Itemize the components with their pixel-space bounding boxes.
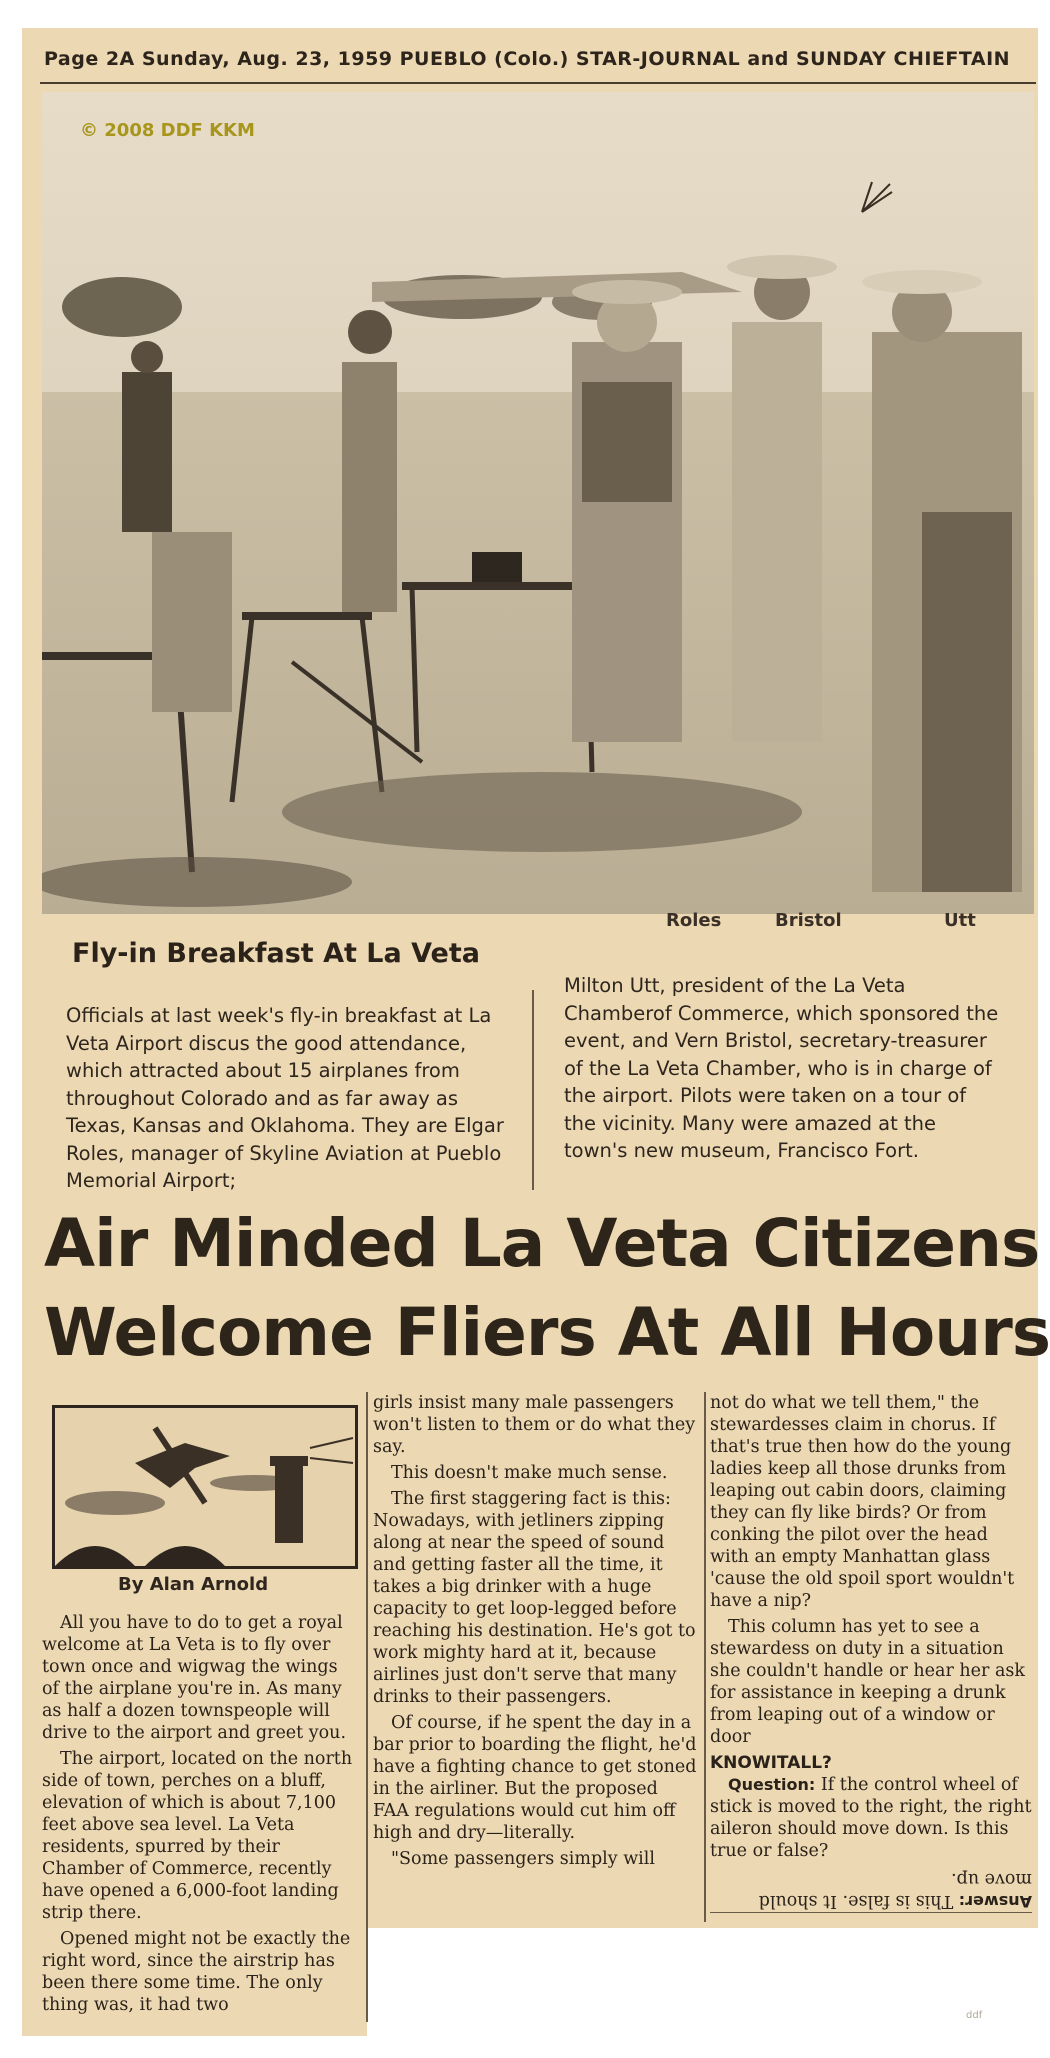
answer-label: Answer: [958, 1892, 1032, 1911]
column-divider-2 [704, 1392, 706, 1922]
col1-paragraph: All you have to do to get a royal welcome at La Veta is to fly over town once and wigwag the wings of the airplane you're in. As many as half a dozen townspeople will drive to the airport and greet you. [42, 1613, 347, 1743]
caption-headline: Fly-in Breakfast At La Veta [72, 938, 480, 969]
question-label: Question: [728, 1775, 816, 1794]
byline: By Alan Arnold [118, 1574, 269, 1595]
col2-paragraph: The first staggering fact is this: Nowadays, with jetliners zipping along at near the speed of sound and getting faster all the time, it takes a big drinker with a huge capacity to get loop-legged before reaching his destination. He's got to work mighty hard at it, because airlines just don't serve that many drinks to their passengers. [373, 1489, 696, 1707]
answer-text: This is false. It should move up. [758, 1869, 1032, 1911]
corner-mark: ddf [966, 2010, 983, 2021]
page-header: Page 2A Sunday, Aug. 23, 1959 PUEBLO (Colo.) STAR-JOURNAL and SUNDAY CHIEFTAIN [44, 48, 1011, 70]
col2-paragraph: This doesn't make much sense. [391, 1463, 668, 1483]
article-column-3 [710, 1392, 1032, 1913]
article-column-2 [373, 1392, 697, 1874]
photo-name-utt: Utt [944, 910, 976, 931]
caption-divider [532, 990, 534, 1190]
airplane-lighthouse-icon [55, 1408, 355, 1566]
header-rule [40, 82, 1036, 84]
photo-name-bristol: Bristol [775, 910, 842, 931]
photo-illustration [42, 92, 1034, 914]
news-photo [42, 92, 1034, 914]
knowitall-title: KNOWITALL? [710, 1753, 832, 1773]
col3-paragraph: not do what we tell them," the stewardesses claim in chorus. If that's true then how do the young ladies keep all those drunks from leaping out cabin doors, claiming they can fly like birds? Or from conking the pilot over the head with an empty Manhattan glass 'cause the old spoil sport wouldn't have a nip? [710, 1393, 1015, 1611]
col1-paragraph: The airport, located on the north side of town, perches on a bluff, elevation of which is about 7,100 feet above sea level. La Veta residents, spurred by their Chamber of Commerce, recently have opened a 6,000-foot landing strip there. [42, 1749, 353, 1923]
caption-left-text: Officials at last week's fly-in breakfast at La Veta Airport discus the good attendance, which attracted about 15 airplanes from throughout Colorado and as far away as Texas, Kansas and Oklahoma. They are Elgar Roles, manager of Skyline Aviation at Pueblo Memorial Airport; [66, 1004, 504, 1192]
photo-name-roles: Roles [666, 910, 722, 931]
col1-paragraph: Opened might not be exactly the right word, since the airstrip has been there some time. The only thing was, it had two [42, 1929, 351, 2015]
article-column-1 [42, 1612, 360, 2020]
question-text: If the control wheel of stick is moved to the right, the right aileron should move down. Is this true or false? [710, 1775, 1032, 1861]
watermark-text: © 2008 DDF KKM [80, 120, 255, 141]
upside-down-answer [710, 1868, 1032, 1913]
col2-paragraph: Of course, if he spent the day in a bar prior to boarding the flight, he'd have a fighting chance to get stoned in the airliner. But the proposed FAA regulations would cut him off high and dry—literally. [373, 1713, 697, 1843]
main-headline-line1: Air Minded La Veta Citizens [44, 1205, 1040, 1282]
column-logo-illustration [52, 1405, 358, 1569]
col3-paragraph: This column has yet to see a stewardess on duty in a situation she couldn't handle or hear her ask for assistance in keeping a drunk from leaping out of a window or door [710, 1617, 1025, 1747]
column-divider-1 [366, 1392, 368, 2022]
caption-right-text: Milton Utt, president of the La Veta Chamberof Commerce, which sponsored the event, and Vern Bristol, secretary-treasurer of the La Veta Chamber, who is in charge of the airport. Pilots were taken on a tour of the vicinity. Many were amazed at the town's new museum, Francisco Fort. [564, 974, 999, 1162]
main-headline-line2: Welcome Fliers At All Hours [44, 1294, 1050, 1371]
col2-paragraph: "Some passengers simply will [391, 1849, 655, 1869]
col2-paragraph: girls insist many male passengers won't listen to them or do what they say. [373, 1393, 696, 1457]
